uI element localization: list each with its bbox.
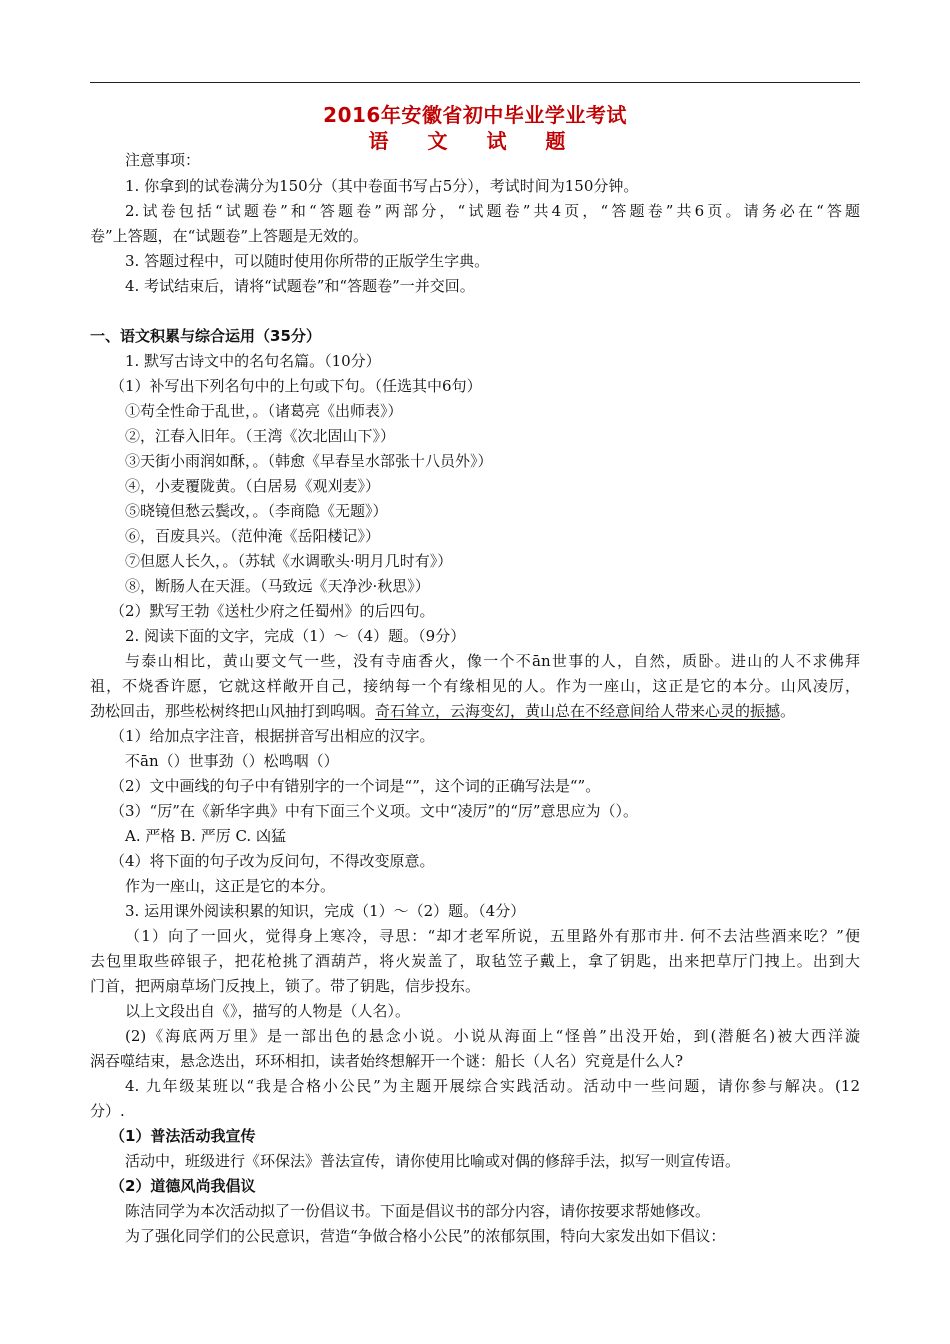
passage-text: 劲松回击，那些松树终把山风抽打到呜咽。 xyxy=(90,702,376,720)
poem-line: ④，小麦覆陇黄。（白居易《观刈麦》） xyxy=(125,477,381,495)
notice-item: 2.试卷包括“试题卷”和“答题卷”两部分，“试题卷”共4页，“答题卷”共6页。请务必在“答题 xyxy=(125,202,860,220)
excerpt-line: （1）向了一回火，觉得身上寒冷，寻思：“却才老军所说，五里路外有那市井. 何不去沽些酒来吃？”便 xyxy=(125,927,860,945)
question-4-2-heading: （2）道德风尚我倡议 xyxy=(110,1177,256,1195)
exam-subtitle: 语 文 试 题 xyxy=(368,129,582,153)
question-4-2: 陈洁同学为本次活动拟了一份倡议书。下面是倡议书的部分内容，请你按要求帮她修改。 xyxy=(125,1202,711,1220)
question-4-cont: 分）. xyxy=(90,1102,125,1120)
question-2-4: （4）将下面的句子改为反问句，不得改变原意。 xyxy=(110,852,435,870)
notice-item: 3. 答题过程中，可以随时使用你所带的正版学生字典。 xyxy=(125,252,490,270)
notice-item: 4. 考试结束后，请将“试题卷”和“答题卷”一并交回。 xyxy=(125,277,475,295)
notice-item: 卷”上答题，在“试题卷”上答题是无效的。 xyxy=(90,227,369,245)
excerpt-line: 门首，把两扇草场门反拽上，锁了。带了钥匙，信步投东。 xyxy=(90,977,481,995)
question-2-3-options: A. 严格 B. 严厉 C. 凶猛 xyxy=(125,827,286,845)
poem-line: ⑧，断肠人在天涯。（马致远《天净沙·秋思》） xyxy=(125,577,430,595)
pinyin-blanks: 不ān（）世事劲（）松鸣咽（） xyxy=(125,752,339,770)
exam-title: 2016年安徽省初中毕业学业考试 xyxy=(323,103,627,127)
poem-line: ⑤晓镜但愁云鬓改，。（李商隐《无题》） xyxy=(125,502,388,520)
question-1-2: （2）默写王勃《送杜少府之任蜀州》的后四句。 xyxy=(110,602,435,620)
poem-line: ①苟全性命于乱世，。（诸葛亮《出师表》） xyxy=(125,402,403,420)
notice-item: 1. 你拿到的试卷满分为150分（其中卷面书写占5分），考试时间为150分钟。 xyxy=(125,177,639,195)
question-2-4-sentence: 作为一座山，这正是它的本分。 xyxy=(125,877,336,895)
question-1: 1. 默写古诗文中的名句名篇。（10分） xyxy=(125,352,381,370)
poem-line: ⑥，百废具兴。（范仲淹《岳阳楼记》） xyxy=(125,527,381,545)
question-3-2: (2)《海底两万里》是一部出色的悬念小说。小说从海面上“怪兽”出没开始，到(潜艇名)被大西洋漩 xyxy=(125,1027,860,1045)
passage-period: 。 xyxy=(780,702,796,720)
question-4-1-heading: （1）普法活动我宣传 xyxy=(110,1127,256,1145)
passage-line: 与泰山相比，黄山要文气一些，没有寺庙香火，像一个不ān世事的人，自然，质卧。进山的人不求佛拜 xyxy=(125,652,860,670)
top-rule xyxy=(90,82,860,83)
section-heading: 一、语文积累与综合运用（35分） xyxy=(90,327,321,345)
question-1-1: （1）补写出下列名句中的上句或下句。（任选其中6句） xyxy=(110,377,482,395)
question-2-3: （3）“厉”在《新华字典》中有下面三个义项。文中“凌厉”的“厉”意思应为（）。 xyxy=(110,802,639,820)
question-2-1: （1）给加点字注音，根据拼音写出相应的汉字。 xyxy=(110,727,435,745)
question-2-2: （2）文中画线的句子中有错别字的一个词是“”，这个词的正确写法是“”。 xyxy=(110,777,601,795)
excerpt-line: 去包里取些碎银子，把花枪挑了酒葫芦，将火炭盖了，取毡笠子戴上，拿了钥匙，出来把草厅门拽上。出到大 xyxy=(90,952,860,970)
poem-line: ②，江春入旧年。（王湾《次北固山下》） xyxy=(125,427,396,445)
poem-line: ⑦但愿人长久，。（苏轼《水调歌头·明月几时有》） xyxy=(125,552,453,570)
question-3-1: 以上文段出自《》，描写的人物是（人名）。 xyxy=(125,1002,411,1020)
question-4-1: 活动中，班级进行《环保法》普法宣传，请你使用比喻或对偶的修辞手法，拟写一则宣传语。 xyxy=(125,1152,741,1170)
question-3: 3. 运用课外阅读积累的知识，完成（1）～（2）题。（4分） xyxy=(125,902,526,920)
underlined-sentence: 奇石耸立，云海变幻，黄山总在不经意间给人带来心灵的振撼 xyxy=(375,702,781,720)
question-3-2-cont: 涡吞噬结束，悬念迭出，环环相扣，读者始终想解开一个谜：船长（人名）究竟是什么人? xyxy=(90,1052,684,1070)
passage-line: 祖，不烧香许愿，它就这样敞开自己，接纳每一个有缘相见的人。作为一座山，这正是它的本分。山风凌厉， xyxy=(90,677,860,695)
question-4: 4. 九年级某班以“我是合格小公民”为主题开展综合实践活动。活动中一些问题，请你参与解决。(12 xyxy=(125,1077,860,1095)
notice-heading: 注意事项： xyxy=(125,151,201,169)
passage-line xyxy=(90,701,860,721)
proposal-text: 为了强化同学们的公民意识，营造“争做合格小公民”的浓郁氛围，特向大家发出如下倡议： xyxy=(125,1227,726,1245)
poem-line: ③天街小雨润如酥，。（韩愈《早春呈水部张十八员外》） xyxy=(125,452,493,470)
question-2: 2. 阅读下面的文字，完成（1）～（4）题。（9分） xyxy=(125,627,466,645)
